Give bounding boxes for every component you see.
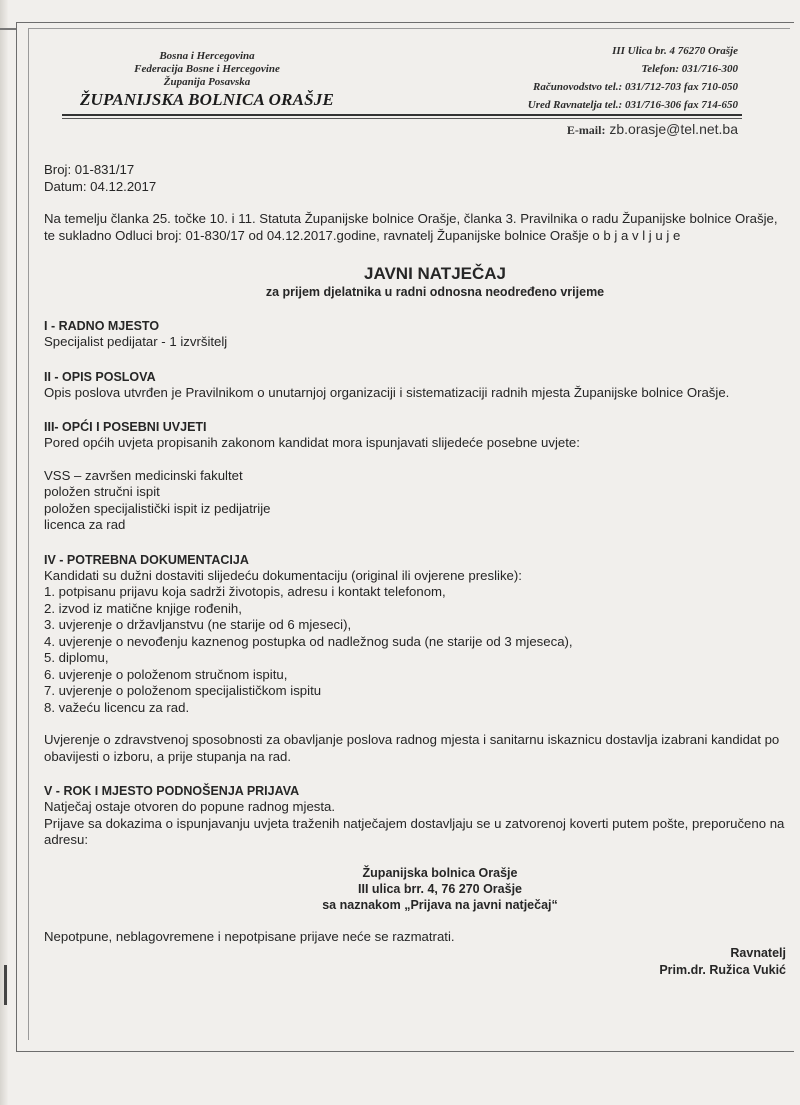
- spacer: [44, 195, 786, 211]
- letterhead-right: [418, 42, 738, 114]
- spacer: [44, 913, 786, 929]
- racunovodstvo-value: 031/712-703 fax 710-050: [624, 81, 738, 93]
- spacer: [44, 452, 786, 468]
- section-2-heading: II - OPIS POSLOVA: [44, 369, 156, 384]
- signature-title: Ravnatelj: [730, 946, 786, 960]
- canton-line: Županija Posavska: [163, 76, 251, 88]
- document-item: 8. važeću licencu za rad.: [44, 699, 190, 715]
- spacer: [44, 716, 786, 732]
- section-5-text-1: Natječaj ostaje otvoren do popune radnog mjesta.: [44, 799, 336, 814]
- section-5-text-2: Prijave sa dokazima o ispunjavanju uvjeta traženih natječajem dostavljaju se u zatvorenoj koverti putem pošte, preporučeno na adresu:: [44, 815, 785, 847]
- telefon-label: Telefon:: [641, 63, 680, 75]
- section-2-text: Opis poslova utvrđen je Pravilnikom o unutarnjoj organizaciji i sistematizaciji radnih mjesta Županijske bolnice Orašje.: [44, 384, 730, 400]
- section-5-heading: V - ROK I MJESTO PODNOŠENJA PRIJAVA: [44, 784, 300, 798]
- country-line: Bosna i Hercegovina: [159, 50, 255, 62]
- requirement-item: licenca za rad: [44, 517, 126, 532]
- racunovodstvo-label: Računovodstvo tel.:: [532, 81, 623, 93]
- institution-name: ŽUPANIJSKA BOLNICA ORAŠJE: [79, 90, 335, 109]
- address-line: III Ulica br. 4 76270 Orašje: [612, 45, 738, 57]
- telefon-value: 031/716-300: [681, 63, 738, 75]
- intro-paragraph: Na temelju članka 25. točke 10. i 11. Statuta Županijske bolnice Orašje, članka 3. Pravilnika o radu Županijske bolnice Orašje, te sukladno Odluci broj: 01-830/17 od 04.12.2017.godine, ravnatelj Županijske bolnice Orašje o b j a v l j u j e: [44, 211, 778, 243]
- section-3-heading: III- OPĆI I POSEBNI UVJETI: [44, 420, 207, 434]
- document-item: 6. uvjerenje o položenom stručnom ispitu,: [44, 666, 288, 682]
- address-name: Županijska bolnica Orašje: [362, 865, 518, 880]
- document-item: 3. uvjerenje o državljanstvu (ne starije od 6 mjeseci),: [44, 617, 352, 632]
- racunovodstvo-line: [418, 78, 738, 96]
- section-4-note: Uvjerenje o zdravstvenoj sposobnosti za obavljanje poslova radnog mjesta i sanitarnu iskaznicu dostavlja izabrani kandidat po obavijesti o izboru, a prije stupanja na rad.: [44, 732, 780, 764]
- document-item: 5. diplomu,: [44, 650, 109, 665]
- telefon-line: [418, 60, 738, 78]
- closing-note: Nepotpune, neblagovremene i nepotpisane prijave neće se razmatrati.: [44, 928, 455, 944]
- edge-mark: [4, 965, 7, 1005]
- signature-name: Prim.dr. Ružica Vukić: [659, 963, 786, 977]
- notice-title: JAVNI NATJEČAJ: [363, 264, 506, 283]
- federation-line: Federacija Bosne i Hercegovine: [134, 63, 280, 75]
- section-1-heading: I - RADNO MJESTO: [44, 319, 160, 333]
- frame-stub: [0, 28, 16, 30]
- address-street: III ulica brr. 4, 76 270 Orašje: [358, 881, 522, 896]
- ured-line: [418, 96, 738, 114]
- email-line: [567, 121, 738, 138]
- page-edge: [0, 0, 8, 1105]
- datum: Datum: 04.12.2017: [44, 178, 157, 194]
- requirement-item: VSS – završen medicinski fakultet: [44, 467, 243, 483]
- email-value[interactable]: zb.orasje@tel.net.ba: [609, 121, 738, 137]
- document-item: 4. uvjerenje o nevođenju kaznenog postupka od nadležnog suda (ne starije od 3 mjeseca),: [44, 633, 573, 649]
- section-1-text: Specijalist pedijatar - 1 izvršitelj: [44, 334, 228, 349]
- ured-label: Ured Ravnatelja tel.:: [527, 99, 623, 111]
- spacer: [44, 849, 786, 865]
- notice-subtitle: za prijem djelatnika u radni odnosna neodređeno vrijeme: [265, 285, 605, 299]
- document-item: 2. izvod iz matične knjige rođenih,: [44, 600, 242, 616]
- section-3-text: Pored općih uvjeta propisanih zakonom kandidat mora ispunjavati slijedeće posebne uvjete:: [44, 435, 580, 450]
- header-rule-thick: [62, 114, 742, 116]
- document-item: 1. potpisanu prijavu koja sadrži životopis, adresu i kontakt telefonom,: [44, 584, 446, 599]
- letterhead-left: [62, 50, 352, 110]
- requirement-item: položen specijalistički ispit iz pedijatrije: [44, 500, 271, 516]
- address-note: sa naznakom „Prijava na javni natječaj“: [322, 897, 558, 912]
- broj: Broj: 01-831/17: [44, 162, 135, 177]
- document-item: 7. uvjerenje o položenom specijalističkom ispitu: [44, 683, 322, 698]
- header-rule-thin: [62, 118, 742, 119]
- section-4-heading: IV - POTREBNA DOKUMENTACIJA: [44, 552, 249, 567]
- section-4-text: Kandidati su dužni dostaviti slijedeću dokumentaciju (original ili ovjerene preslike):: [44, 567, 522, 583]
- document-body: [44, 162, 786, 979]
- requirement-item: položen stručni ispit: [44, 484, 160, 499]
- ured-value: 031/716-306 fax 714-650: [624, 99, 738, 111]
- email-label: E-mail:: [566, 123, 606, 137]
